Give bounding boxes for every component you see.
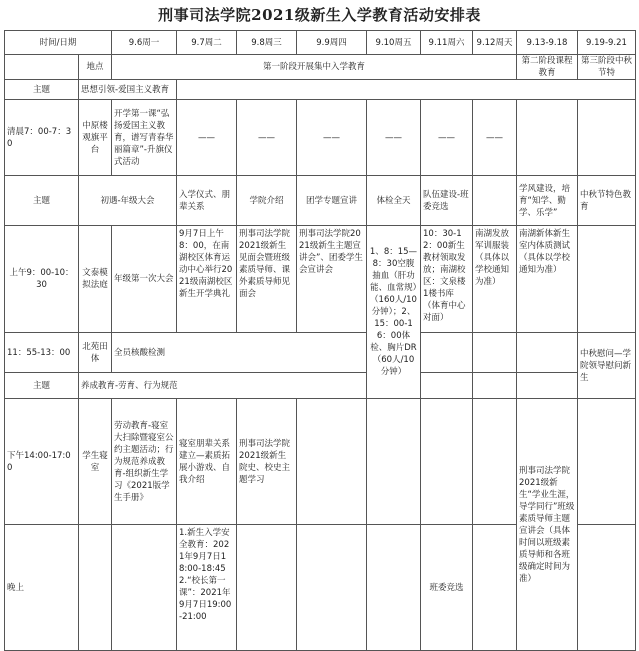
header-day: 9.13-9.18	[517, 31, 578, 55]
empty-dash: ——	[367, 100, 421, 176]
morning-d98: 刑事司法学院2021级新生见面会暨班级素质导师、课外素质导师见面会	[237, 226, 297, 333]
theme-label: 主题	[5, 176, 79, 226]
theme2-d910: 体检全天	[367, 176, 421, 226]
time-evening: 晚上	[5, 525, 79, 651]
morning-d99: 刑事司法学院2021级新生主题宣讲会”、团委学生会宣讲会	[297, 226, 367, 333]
morning-row	[5, 226, 636, 333]
location-afternoon: 学生寝室	[79, 399, 112, 525]
mid-autumn-visit: 中秋慰问—学院领导慰问新生	[578, 333, 636, 399]
physical-exam-cell: 1、8：15—8：30空腹抽血（肝功能、血常规）（160人/10分钟）；2、15：00-16：00体检、胸片DR（60人/10分钟）	[367, 226, 421, 399]
theme2-text: 初遇-年级大会	[79, 176, 177, 226]
afternoon-d98: 刑事司法学院2021级新生院史、校史主题学习	[237, 399, 297, 525]
theme2-d911: 队伍建设-班委竞选	[421, 176, 473, 226]
phase2-label: 第二阶段课程教育	[517, 55, 578, 80]
noon-row	[5, 333, 636, 373]
theme1-text: 思想引领-爱国主义教育	[79, 80, 177, 100]
header-row	[5, 31, 636, 55]
theme3-row	[5, 373, 636, 399]
afternoon-row	[5, 399, 636, 525]
morning-d913: 南湖新体新生室内体质测试（具体以学校通知为准）	[517, 226, 578, 333]
theme2-d919: 中秋节特色教育	[578, 176, 636, 226]
location-label: 地点	[79, 55, 112, 80]
header-day: 9.6周一	[112, 31, 177, 55]
afternoon-d96: 劳动教育-寝室大扫除暨寝室公约主题活动；行为规范养成教育-组织新生学习《2021版学生手册》	[112, 399, 177, 525]
time-noon: 11：55-13：00	[5, 333, 79, 373]
location-early-morning: 中原楼观旗平台	[79, 100, 112, 176]
theme2-d99: 团学专题宣讲	[297, 176, 367, 226]
header-day: 9.10周五	[367, 31, 421, 55]
header-day: 9.11周六	[421, 31, 473, 55]
theme1-row	[5, 80, 636, 100]
header-day: 9.12周天	[473, 31, 517, 55]
location-row	[5, 55, 636, 80]
header-time-date: 时间/日期	[5, 31, 112, 55]
header-day: 9.9周四	[297, 31, 367, 55]
header-day: 9.19-9.21	[578, 31, 636, 55]
afternoon-d913: 刑事司法学院2021级新生“学业生涯，导学同行”班级素质导师主题宣讲会（具体时间以班级素质导师和各班级确定时间为准）	[517, 399, 578, 651]
theme3-text: 养成教育-劳育、行为规范	[79, 373, 367, 399]
morning-d911: 10：30-12：00新生教材领取发放；南湖校区：文泉楼1楼书库（体育中心对面）	[421, 226, 473, 333]
afternoon-d97: 寝室朋辈关系建立—素质拓展小游戏、自我介绍	[177, 399, 237, 525]
theme2-d913: 学风建设，培育“知学、勤学、乐学”	[517, 176, 578, 226]
time-morning: 上午9：00-10：30	[5, 226, 79, 333]
time-afternoon: 下午14:00-17:00	[5, 399, 79, 525]
evening-d97: 1.新生入学安全教育：2021年9月7日18:00-18:45 2.“校长第一课”：2021年9月7日19:00-21:00	[177, 525, 237, 651]
empty-dash: ——	[421, 100, 473, 176]
morning-d96: 年级第一次大会	[112, 226, 177, 333]
theme2-d97: 入学仪式、朋辈关系	[177, 176, 237, 226]
header-day: 9.8周三	[237, 31, 297, 55]
flag-ceremony-activity: 开学第一课“弘扬爱国主义教育，谱写青春华丽篇章”-升旗仪式活动	[112, 100, 177, 176]
evening-d911: 班委竞选	[421, 525, 473, 651]
header-day: 9.7周二	[177, 31, 237, 55]
schedule-table	[4, 30, 636, 651]
theme2-d98: 学院介绍	[237, 176, 297, 226]
phase3-label: 第三阶段中秋节特	[578, 55, 636, 80]
location-morning: 文泰模拟法庭	[79, 226, 112, 333]
empty-dash: ——	[237, 100, 297, 176]
theme-label: 主题	[5, 80, 79, 100]
page-title: 刑事司法学院2021级新生入学教育活动安排表	[158, 6, 481, 24]
theme2-row	[5, 176, 636, 226]
empty-dash: ——	[177, 100, 237, 176]
phase1-label: 第一阶段开展集中入学教育	[112, 55, 517, 80]
time-early-morning: 清晨7：00-7：30	[5, 100, 79, 176]
early-morning-row	[5, 100, 636, 176]
noon-activity: 全员核酸检测	[112, 333, 367, 373]
location-noon: 北苑田体	[79, 333, 112, 373]
morning-d912: 南湖发放军训服装（具体以学校通知为准）	[473, 226, 517, 333]
empty-dash: ——	[473, 100, 517, 176]
morning-d97: 9月7日上午8：00，在南湖校区体育运动中心举行2021级南湖校区新生开学典礼	[177, 226, 237, 333]
theme-label: 主题	[5, 373, 79, 399]
empty-dash: ——	[297, 100, 367, 176]
